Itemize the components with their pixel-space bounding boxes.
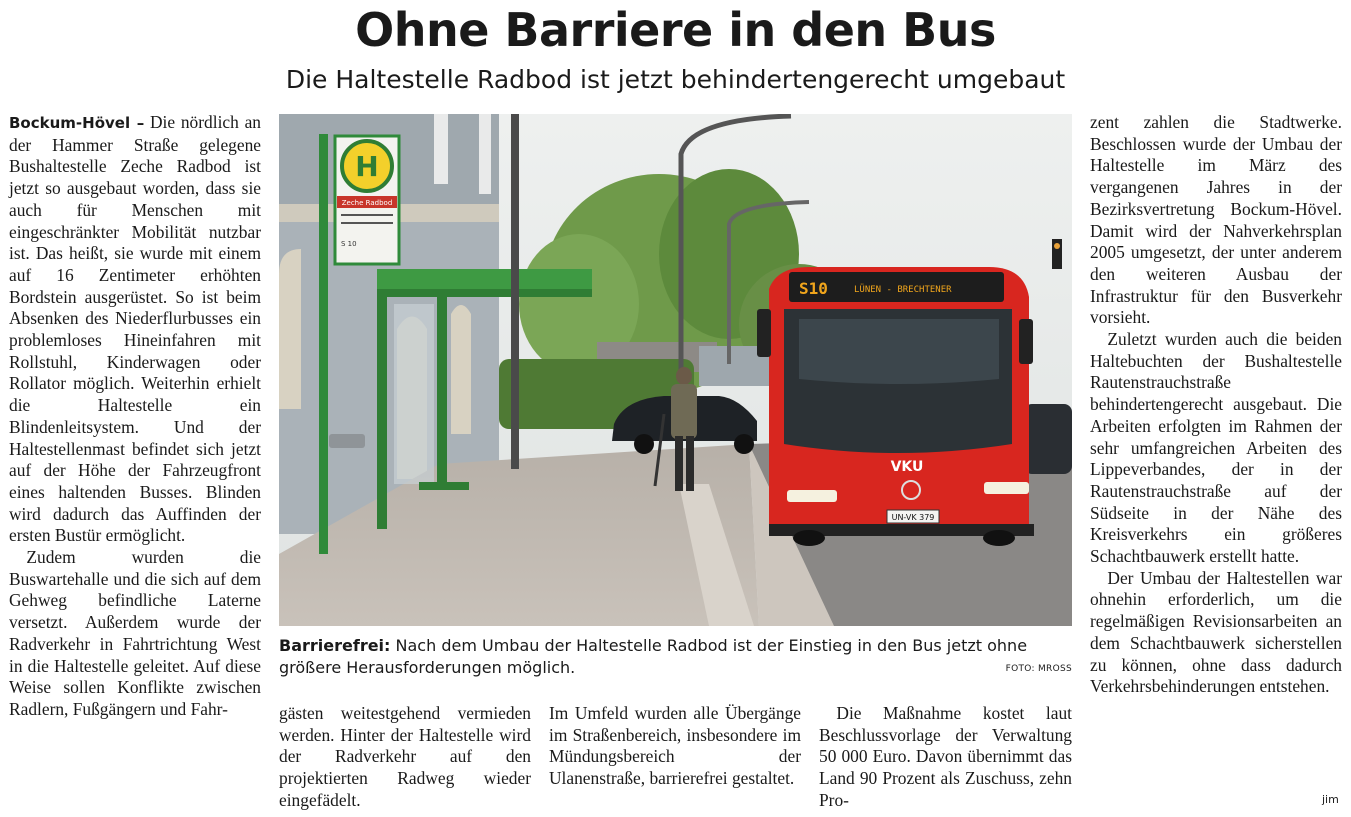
sign-stop-name: Zeche Radbod <box>341 199 393 207</box>
article-column-3 <box>549 703 801 790</box>
sign-line: S 10 <box>341 240 357 248</box>
paragraph: Zuletzt wurden auch die beiden Haltebuchten der Bushaltestelle Rautenstrauchstraße behindertengerecht ausgebaut. Die Arbeiten erfolgten im Rahmen der sehr umfangreichen Arbeiten des Lippeverbandes, der in der Rautenstrauchstraße auf der Südseite in der Nähe des Kreisverkehrs ein größeres Schachtbauwerk erstellt hatte. <box>1090 329 1342 567</box>
article-photo <box>279 114 1072 626</box>
paragraph: Der Umbau der Haltestellen war ohnehin erforderlich, um die regelmäßigen Revisionsarbeiten an dem Schachtbauwerk sicherstellen zu können, ohne dass dadurch Verkehrsbehinderungen entstehen. <box>1090 567 1342 697</box>
headline: Ohne Barriere in den Bus <box>355 3 996 57</box>
paragraph: Im Umfeld wurden alle Übergänge im Straßenbereich, insbesondere im Mündungsbereich der Ulanenstraße, barrierefrei gestaltet. <box>549 703 801 789</box>
bus-line-display: S10 <box>799 279 828 298</box>
paragraph: zent zahlen die Stadtwerke. Beschlossen wurde der Umbau der Haltestelle im März des vergangenen Jahres in der Bezirksvertretung Bockum-Hövel. Damit wird der Nahverkehrsplan 2005 umgesetzt, der unter anderem den weiteren Ausbau der Infrastruktur für den Busverkehr vorsieht. <box>1090 112 1342 328</box>
dateline: Bockum-Hövel – <box>9 114 145 132</box>
bus-destination-display: LÜNEN - BRECHTENER <box>854 285 952 295</box>
photo-caption <box>279 635 1072 679</box>
subheadline: Die Haltestelle Radbod ist jetzt behindertengerecht umgebaut <box>285 65 1066 94</box>
paragraph: Zudem wurden die Buswartehalle und die sich auf dem Gehweg befindliche Laterne versetzt. Außerdem wurde der Radverkehr in Fahrtrichtung West in die Haltestelle geleitet. Auf diese Weise sollen Konflikte zwischen Radlern, Fußgängern und Fahr- <box>9 547 261 719</box>
paragraph <box>9 112 261 547</box>
paragraph-text: Die nördlich an der Hammer Straße gelegene Bushaltestelle Zeche Radbod ist jetzt so ausgebaut worden, dass sie auch für Menschen mit eingeschränkter Mobilität nutzbar ist. Das heißt, sie wurde mit einem auf 16 Zentimeter erhöhten Bordstein ausgerüstet. So ist beim Absenken des Niederflurbusses ein problemloses Hineinfahren mit Rollstuhl, Kinderwagen oder Rollator möglich. Weiterhin erhielt die Haltestelle ein Blindenleitsystem. Und der Haltestellenmast befindet sich jetzt auf der Höhe der Fahrzeugfront eines haltenden Busses. Blinden wird dadurch das Auffinden der ersten Bustür ermöglicht. <box>9 112 261 546</box>
bus-plate: UN-VK 379 <box>891 513 935 522</box>
paragraph: gästen weitestgehend vermieden werden. Hinter der Haltestelle wird der Radverkehr auf den projektierten Radweg wieder eingefädelt. <box>279 703 531 810</box>
caption-lead: Barrierefrei: <box>279 636 391 655</box>
paragraph: Die Maßnahme kostet laut Beschlussvorlage der Verwaltung 50 000 Euro. Davon übernimmt das Land 90 Prozent als Zuschuss, zehn Pro- <box>819 703 1072 810</box>
caption-text: Nach dem Umbau der Haltestelle Radbod ist der Einstieg in den Bus jetzt ohne größere Herausforderungen möglich. <box>279 636 1028 677</box>
article-column-2 <box>279 703 531 812</box>
sign-letter: H <box>355 150 379 183</box>
article-column-5 <box>1090 112 1342 698</box>
author-initials: jim <box>1322 793 1339 806</box>
article-column-4 <box>819 703 1072 812</box>
article-column-1 <box>9 112 261 721</box>
photo-credit: FOTO: MROSS <box>1005 664 1072 674</box>
bus-brand: VKU <box>890 459 924 475</box>
